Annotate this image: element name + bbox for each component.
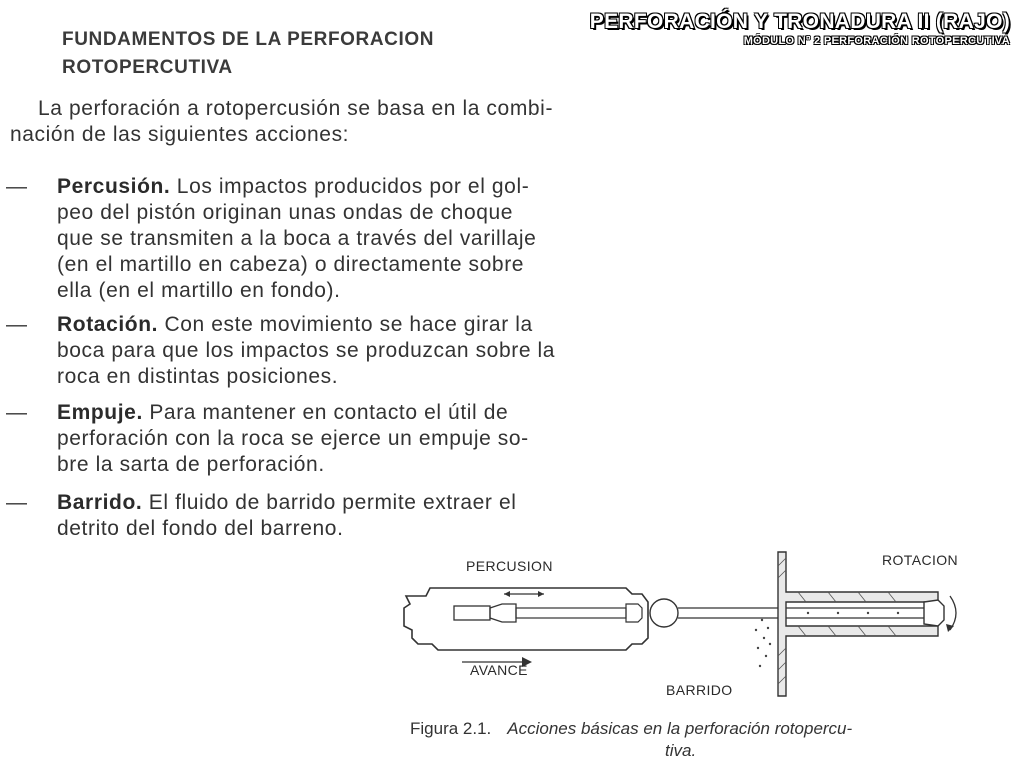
piston (454, 606, 490, 620)
item-text-line: peo del pistón originan unas ondas de choque (57, 201, 514, 224)
item-text-line: ella (en el martillo en fondo). (57, 279, 341, 302)
caption-text-cont: tiva. (665, 741, 697, 760)
piston-rod (490, 604, 516, 622)
figure-rotopercusion (398, 546, 978, 706)
item-text-line: perforación con la roca se ejerce un empuje so- (57, 427, 529, 450)
coupling (650, 599, 678, 627)
item-text-line: El fluido de barrido permite extraer el (142, 491, 517, 514)
item-text-line: detrito del fondo del barreno. (57, 517, 344, 540)
hammer-body (404, 588, 648, 650)
section-title-line-1: FUNDAMENTOS DE LA PERFORACION (62, 29, 435, 50)
list-dash: — (6, 491, 28, 514)
item-text-line: roca en distintas posiciones. (57, 365, 339, 388)
list-item-empuje (0, 400, 730, 478)
term-percusion: Percusión. (57, 175, 171, 198)
rock-hatching (778, 558, 896, 684)
shank-adapter (626, 604, 642, 622)
item-text-line: Los impactos producidos por el gol- (170, 175, 530, 198)
intro-line-1: La perforación a rotopercusión se basa en la combi- (38, 97, 554, 120)
rock-wall (778, 552, 938, 696)
header-title: PERFORACIÓN Y TRONADURA II (RAJO) (589, 10, 1010, 33)
section-title-line-2: ROTOPERCUTIVA (62, 57, 233, 78)
term-barrido: Barrido. (57, 491, 143, 514)
label-rotacion: ROTACION (882, 552, 959, 568)
header (590, 10, 1010, 48)
intro-paragraph (10, 96, 730, 148)
caption-text: Acciones básicas en la perforación rotopercu- (507, 719, 853, 738)
flushing-particles (755, 612, 899, 667)
term-rotacion: Rotación. (57, 313, 159, 336)
shank (516, 608, 626, 618)
rotation-arrow (950, 596, 956, 630)
list-item-percusion (0, 174, 730, 304)
item-text-line: Con este movimiento se hace girar la (158, 313, 533, 336)
section-title (62, 26, 532, 82)
figure-caption (410, 718, 990, 762)
item-text-line: (en el martillo en cabeza) o directamente sobre (57, 253, 525, 276)
caption-number: Figura 2.1. (410, 719, 492, 738)
list-dash: — (6, 313, 28, 336)
intro-line-2: nación de las siguientes acciones: (10, 123, 350, 146)
item-text-line: Para mantener en contacto el útil de (142, 401, 509, 424)
item-text-line: bre la sarta de perforación. (57, 453, 325, 476)
label-barrido: BARRIDO (666, 682, 733, 698)
list-item-rotacion (0, 312, 730, 390)
label-avance: AVANCE (470, 662, 528, 678)
term-empuje: Empuje. (57, 401, 143, 424)
item-text-line: que se transmiten a la boca a través del varillaje (57, 227, 537, 250)
header-subtitle: MÓDULO N° 2 PERFORACIÓN ROTOPERCUTIVA (743, 35, 1010, 47)
list-item-barrido (0, 490, 730, 542)
item-text-line: boca para que los impactos se produzcan sobre la (57, 339, 556, 362)
label-percusion: PERCUSION (466, 558, 553, 574)
list-dash: — (6, 175, 28, 198)
drill-bit (924, 600, 944, 626)
list-dash: — (6, 401, 28, 424)
